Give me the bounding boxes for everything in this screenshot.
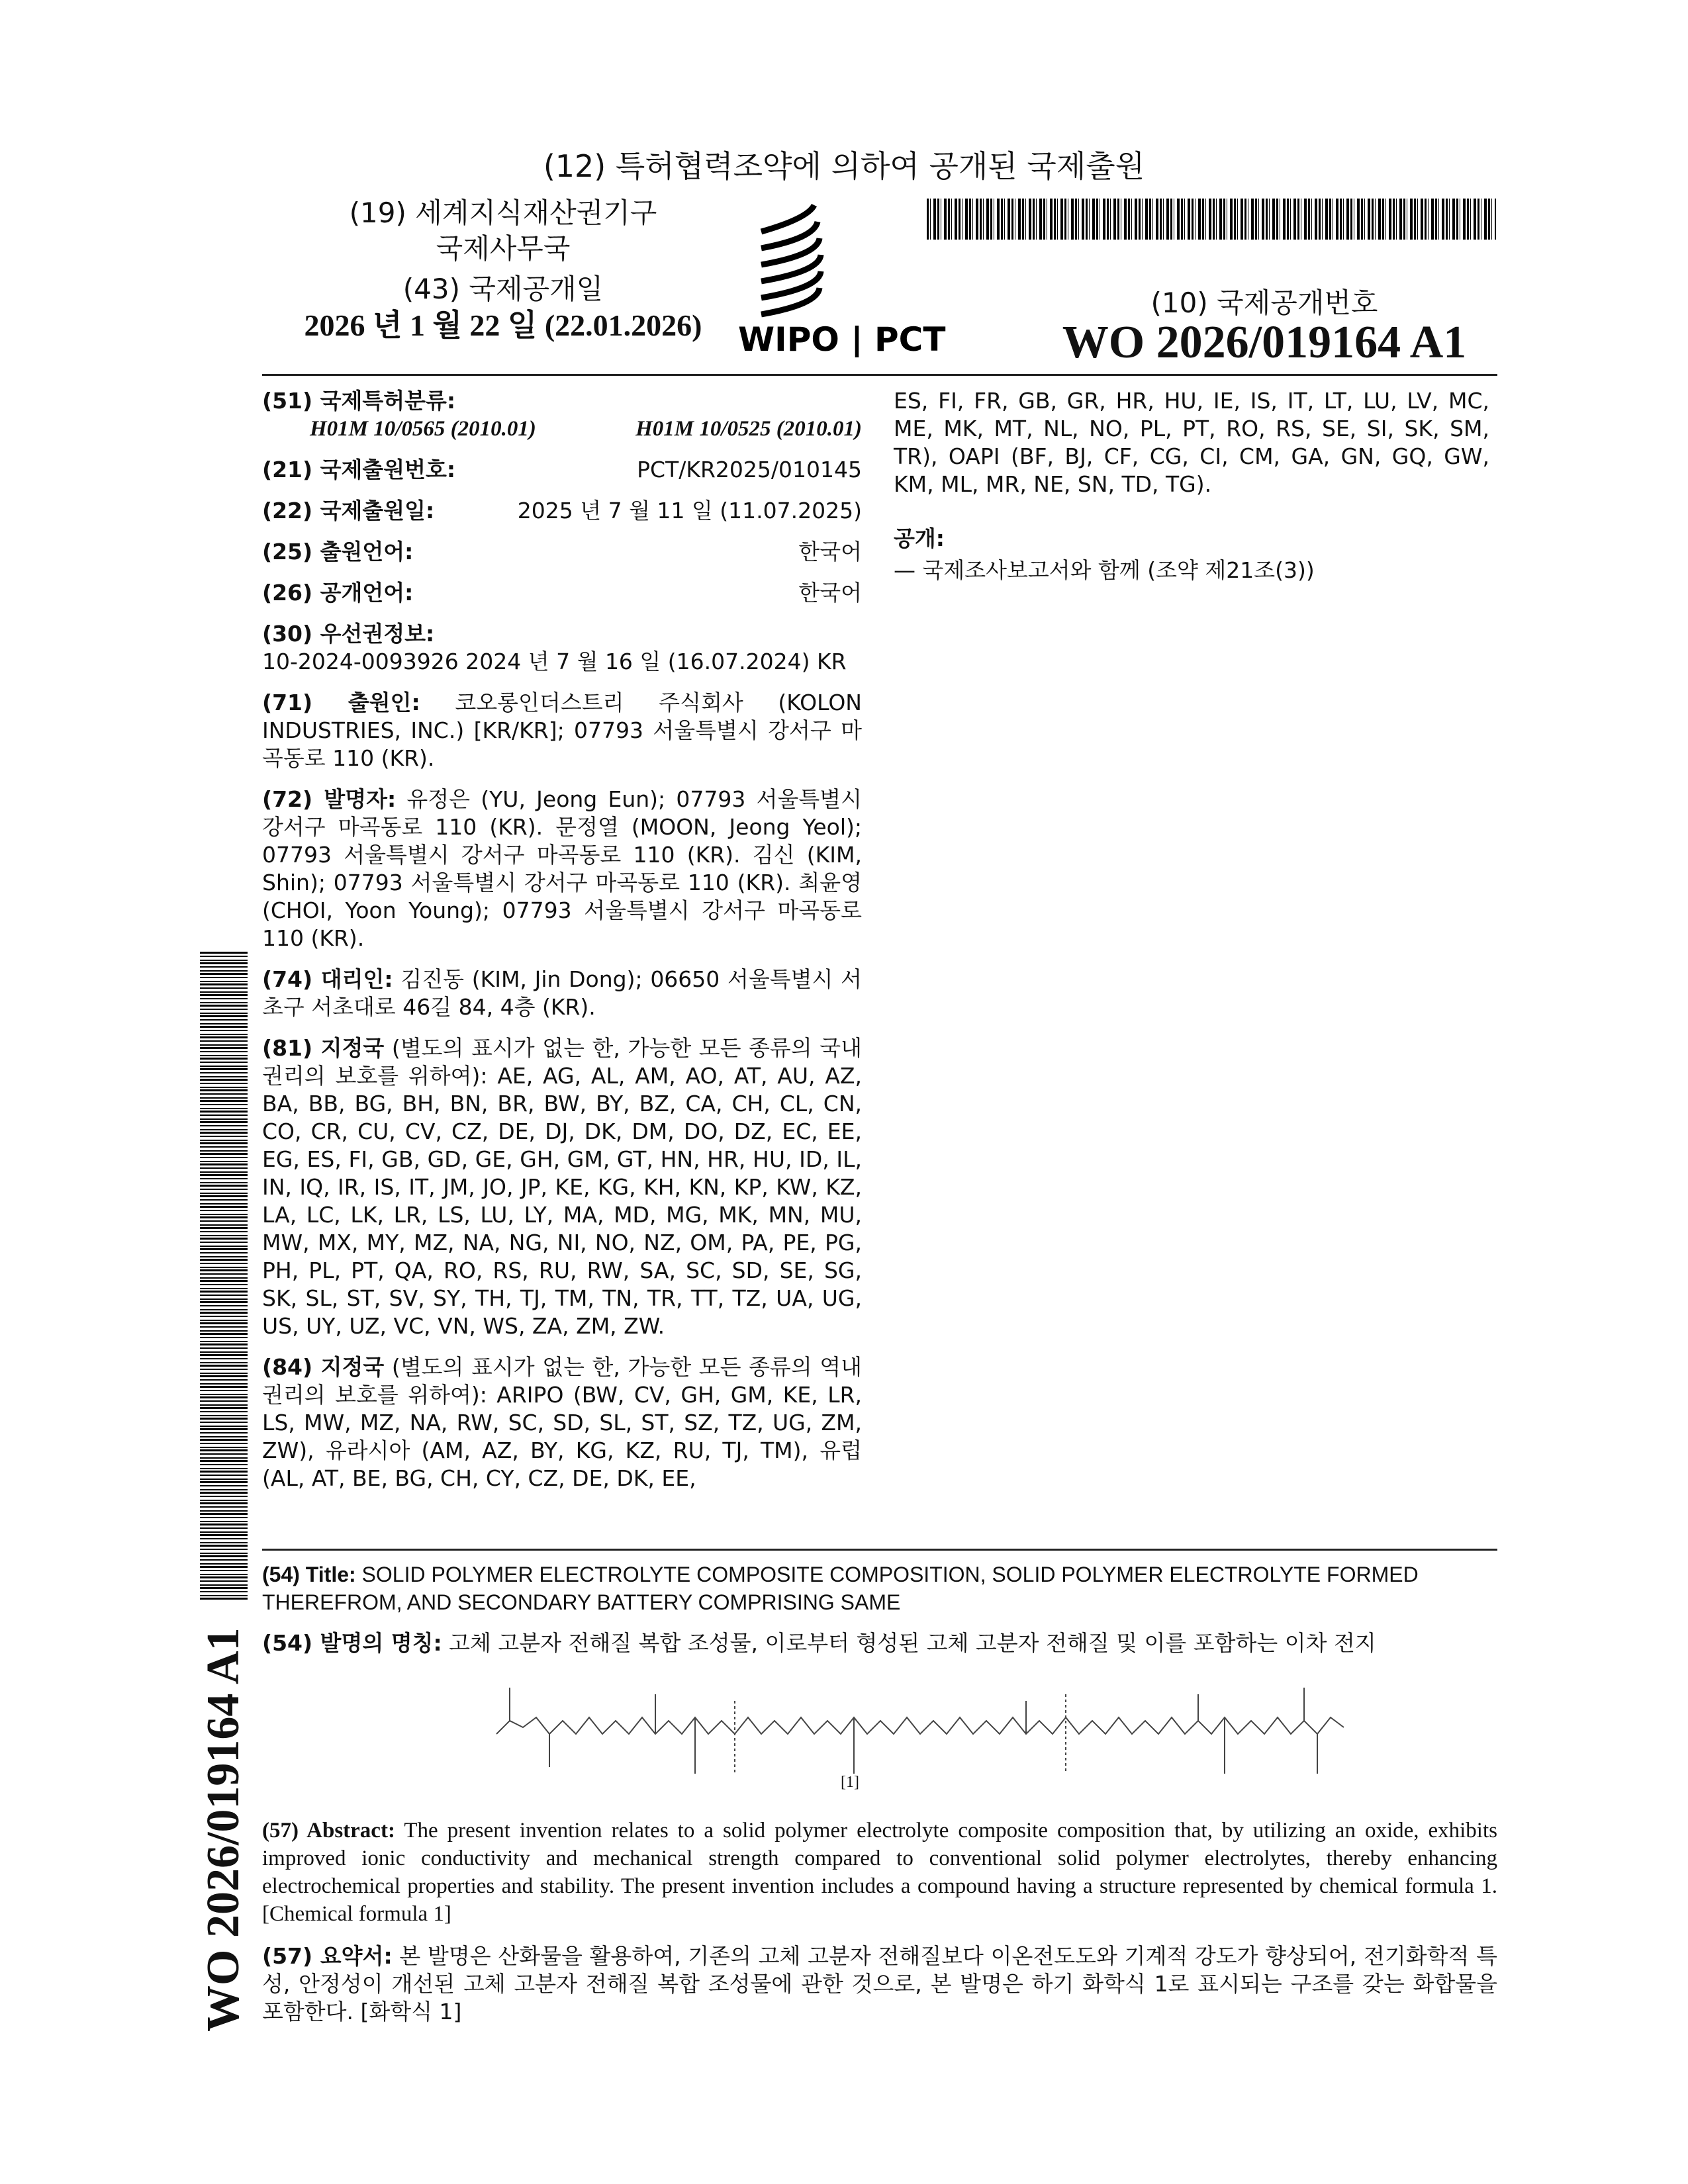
formula-caption: [1]	[841, 1774, 859, 1792]
inventors-label: (72) 발명자:	[262, 786, 396, 812]
title-kr: 고체 고분자 전해질 복합 조성물, 이로부터 형성된 고체 고분자 전해질 및 이를 포함하는 이차 전지	[449, 1630, 1376, 1656]
designated-81: (별도의 표시가 없는 한, 가능한 모든 종류의 국내 권리의 보호를 위하여): AE, AG, AL, AM, AO, AT, AU, AZ, BA, BB, BG, BH, BN, BR, BW, BY, BZ, CA, CH, CL, CN, CO, CR, CU, CV, CZ, DE, DJ, DK, DM, DO, DZ, EC, EE, EG, ES, FI, GB, GD, GE, GH, GM, GT, HN, HR, HU, ID, IL, IN, IQ, IR, IS, IT, JM, JO, JP, KE, KG, KH, KN, KP, KW, KZ, LA, LC, LK, LR, LS, LU, LY, MA, MD, MG, MK, MN, MU, MW, MX, MY, MZ, NA, NG, NI, NO, NZ, OM, PA, PE, PG, PH, PL, PT, QA, RO, RS, RU, RW, SA, SC, SD, SE, SG, SK, SL, ST, SV, SY, TH, TJ, TM, TN, TR, TT, TZ, UA, UG, US, UY, UZ, VC, VN, WS, ZA, ZM, ZW.	[262, 1035, 862, 1339]
side-barcode	[200, 951, 248, 1600]
designated-84-cont: ES, FI, FR, GB, GR, HR, HU, IE, IS, IT, LT, LU, LV, MC, ME, MK, MT, NL, NO, PL, PT, RO, RS, SE, SI, SK, SM, TR), OAPI (BF, BJ, CF, CG, CI, CM, GA, GN, GQ, GW, KM, ML, MR, NE, SN, TD, TG).	[894, 387, 1489, 498]
priority-label: (30) 우선권정보:	[262, 620, 862, 648]
applicant-label: (71) 출원인:	[262, 690, 420, 715]
title-kr-block	[262, 1629, 1497, 1657]
filing-date: 2025 년 7 월 11 일 (11.07.2025)	[518, 497, 862, 525]
published-item: — 국제조사보고서와 함께 (조약 제21조(3))	[894, 557, 1489, 584]
abstract-kr-label: (57) 요약서:	[262, 1943, 393, 1969]
abstract-en-block	[262, 1817, 1497, 1928]
pub-lang-label: (26) 공개언어:	[262, 579, 413, 607]
office-name	[285, 195, 722, 267]
pub-date-label: (43) 국제공개일	[285, 271, 722, 307]
office-line1: (19) 세계지식재산권기구	[285, 195, 722, 231]
chemical-formula-diagram	[483, 1681, 1443, 1787]
wipo-logo-icon	[735, 185, 960, 357]
applicant: 코오롱인더스트리 주식회사 (KOLON INDUSTRIES, INC.) [KR/KR]; 07793 서울특별시 강서구 마곡동로 110 (KR).	[262, 690, 862, 771]
wipo-logo-text: WIPO | PCT	[738, 320, 945, 357]
designated-84: (별도의 표시가 없는 한, 가능한 모든 종류의 역내 권리의 보호를 위하여): ARIPO (BW, CV, GH, GM, KE, LR, LS, MW, MZ, NA, RW, SC, SD, SL, ST, SZ, TZ, UG, ZM, ZW), 유라시아 (AM, AZ, BY, KG, KZ, RU, TJ, TM), 유럽 (AL, AT, BE, BG, CH, CY, CZ, DE, DK, EE,	[262, 1354, 862, 1491]
app-no-label: (21) 국제출원번호:	[262, 456, 455, 484]
title-en: SOLID POLYMER ELECTROLYTE COMPOSITE COMPOSITION, SOLID POLYMER ELECTROLYTE FORMED THEREFROM, AND SECONDARY BATTERY COMPRISING SAME	[262, 1563, 1419, 1614]
ipc-code: H01M 10/0565 (2010.01)	[310, 415, 536, 443]
filing-lang: 한국어	[798, 538, 862, 566]
published-label: 공개:	[894, 525, 1489, 553]
designated-81-label: (81) 지정국	[262, 1035, 384, 1061]
inventors: 유정은 (YU, Jeong Eun); 07793 서울특별시 강서구 마곡동로 110 (KR). 문정열 (MOON, Jeong Yeol); 07793 서울특별시 강서구 마곡동로 110 (KR). 김신 (KIM, Shin); 07793 서울특별시 강서구 마곡동로 110 (KR). 최윤영 (CHOI, Yoon Young); 07793 서울특별시 강서구 마곡동로 110 (KR).	[262, 786, 862, 951]
pub-date: 2026 년 1 월 22 일 (22.01.2026)	[285, 308, 722, 343]
abstract-en-label: (57) Abstract:	[262, 1819, 395, 1843]
abstract-kr-block	[262, 1942, 1497, 2026]
agent: 김진동 (KIM, Jin Dong); 06650 서울특별시 서초구 서초대로 46길 84, 4층 (KR).	[262, 966, 862, 1020]
abstract-kr: 본 발명은 산화물을 활용하여, 기존의 고체 고분자 전해질보다 이온전도도와 기계적 강도가 향상되어, 전기화학적 특성, 안정성이 개선된 고체 고분자 전해질 복합 조성물에 관한 것으로, 본 발명은 하기 화학식 1로 표시되는 구조를 갖는 화합물을 포함한다. [화학식 1]	[262, 1943, 1497, 2025]
pub-lang: 한국어	[798, 579, 862, 607]
abstract-en: The present invention relates to a solid polymer electrolyte composite composition that, by utilizing an oxide, exhibits improved ionic conductivity and mechanical strength compared to conventional solid polymer electrolytes, thereby enhancing electrochemical properties and stability. The present invention includes a compound having a structure represented by chemical formula 1. [Chemical formula 1]	[262, 1819, 1497, 1926]
title-en-label: (54) Title:	[262, 1563, 356, 1586]
barcode	[927, 199, 1496, 240]
agent-label: (74) 대리인:	[262, 966, 393, 992]
office-line2: 국제사무국	[285, 231, 722, 267]
ipc-code: H01M 10/0525 (2010.01)	[635, 415, 862, 443]
designated-84-label: (84) 지정국	[262, 1354, 384, 1380]
divider	[262, 1549, 1497, 1551]
divider	[262, 374, 1497, 376]
side-pub-number: WO 2026/019164 A1	[197, 1602, 250, 2032]
biblio-right	[894, 387, 1489, 584]
filing-lang-label: (25) 출원언어:	[262, 538, 413, 566]
pub-number-label: (10) 국제공개번호	[1033, 281, 1496, 321]
pub-number: WO 2026/019164 A1	[993, 316, 1536, 369]
priority: 10-2024-0093926 2024 년 7 월 16 일 (16.07.2024) KR	[262, 648, 862, 676]
biblio-left	[262, 387, 862, 1506]
document-type: (12) 특허협력조약에 의하여 공개된 국제출원	[0, 142, 1688, 186]
filing-date-label: (22) 국제출원일:	[262, 497, 434, 525]
title-en-block	[262, 1561, 1497, 1616]
app-no: PCT/KR2025/010145	[637, 456, 862, 484]
title-kr-label: (54) 발명의 명칭:	[262, 1630, 442, 1656]
ipc-label: (51) 국제특허분류:	[262, 387, 862, 415]
